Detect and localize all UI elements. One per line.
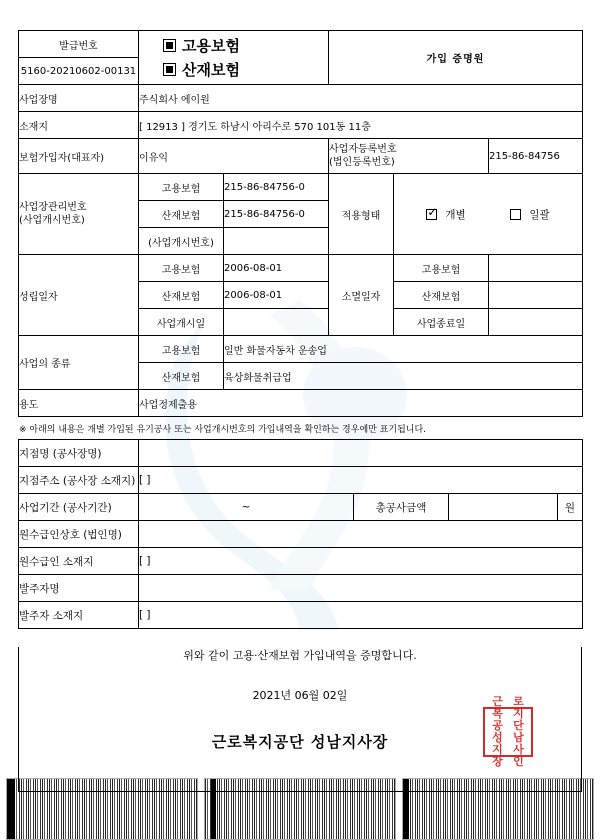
apply-individual-label: 개별 (445, 208, 466, 221)
table-row-mgmt-employment (19, 174, 583, 201)
main-info-table (18, 30, 583, 417)
total-amount-unit: 원 (558, 494, 583, 521)
checkbox-unchecked-icon[interactable] (510, 209, 521, 220)
biz-name-value: 주식회사 에이원 (139, 85, 583, 112)
apply-type-label: 적용형태 (329, 174, 394, 255)
est-accident-label: 산재보험 (139, 282, 224, 309)
mgmt-no-label (19, 174, 139, 255)
employment-insurance-label: 고용보험 (182, 37, 240, 55)
ext-employment-value (489, 255, 583, 282)
certification-statement: 위와 같이 고용·산재보험 가입내역을 증명합니다. (183, 649, 417, 662)
bizno-value: 215-86-84756 (489, 139, 583, 174)
ext-accident-label: 산재보험 (394, 282, 489, 309)
checkbox-checked-icon[interactable] (426, 209, 437, 220)
table-row (19, 548, 583, 575)
checked-square-icon (163, 39, 176, 52)
address-value: [ 12913 ] 경기도 하남시 아리수로 570 101동 11층 (139, 112, 583, 139)
checked-square-icon (163, 63, 176, 76)
official-seal-icon: 근 로 복 지 공 단 성 남 지 사 장 인 (483, 707, 533, 757)
issue-date: 2021년 06월 02일 (252, 689, 348, 702)
address-label: 소재지 (19, 112, 139, 139)
subscriber-label: 보험가입자(대표자) (19, 139, 139, 174)
ext-accident-value (489, 282, 583, 309)
orderer-address-label: 발주자 소재지 (19, 602, 139, 629)
table-row-biz-name (19, 85, 583, 112)
mgmt-employment-value: 215-86-84756-0 (224, 174, 329, 201)
table-row-address (19, 112, 583, 139)
ext-employment-label: 고용보험 (394, 255, 489, 282)
branch-name-label: 지점명 (공사장명) (19, 440, 139, 467)
orderer-name-value (139, 575, 583, 602)
table-row (19, 575, 583, 602)
purpose-value: 사업정제출용 (139, 390, 583, 417)
biz-type-accident-value: 육상화물취급업 (224, 363, 583, 390)
bizno-label-line2: (법인등록번호) (329, 157, 395, 168)
table-row-header (19, 31, 583, 58)
orderer-name-label: 발주자명 (19, 575, 139, 602)
biz-type-employment-value: 일반 화물자동차 운송업 (224, 336, 583, 363)
total-amount-label: 총공사금액 (354, 494, 449, 521)
mgmt-label-line1: 사업장관리번호 (19, 201, 87, 213)
table-row (19, 494, 583, 521)
issue-no-value: 5160-20210602-00131 (19, 58, 139, 85)
branch-name-value (139, 440, 583, 467)
mgmt-label-line2: (사업개시번호) (19, 215, 85, 226)
table-row-biz-type-employment (19, 336, 583, 363)
certification-footer (18, 647, 582, 792)
note-text: ※ 아래의 내용은 개별 가입된 유기공사 또는 사업개시번호의 가입내역을 확인하는 경우에만 표기됩니다. (19, 425, 427, 435)
est-accident-value: 2006-08-01 (224, 282, 329, 309)
table-row (19, 440, 583, 467)
apply-individual-option[interactable] (426, 207, 465, 222)
table-row (19, 602, 583, 629)
biz-name-label: 사업장명 (19, 85, 139, 112)
branch-address-value: [ ] (139, 467, 583, 494)
table-row (19, 467, 583, 494)
biz-type-accident-label: 산재보험 (139, 363, 224, 390)
issuer-name: 근로복지공단 성남지사장 (211, 733, 389, 751)
certificate-body (18, 30, 582, 792)
table-row (19, 521, 583, 548)
purpose-label: 용도 (19, 390, 139, 417)
insurance-type-cell (139, 31, 329, 85)
page-title: 가입 증명원 (329, 31, 583, 85)
total-amount-value (449, 494, 558, 521)
mgmt-accident-value: 215-86-84756-0 (224, 201, 329, 228)
prime-contractor-address-value: [ ] (139, 548, 583, 575)
mgmt-start-value (224, 228, 329, 255)
issue-no-label: 발급번호 (19, 31, 139, 58)
biz-start-value (224, 309, 329, 336)
bizno-label (329, 139, 489, 174)
detail-info-table (18, 439, 583, 629)
est-employment-value: 2006-08-01 (224, 255, 329, 282)
apply-lump-option[interactable] (510, 207, 549, 222)
mgmt-start-label: (사업개시번호) (139, 228, 224, 255)
biz-end-value (489, 309, 583, 336)
est-employment-label: 고용보험 (139, 255, 224, 282)
subscriber-value: 이유익 (139, 139, 329, 174)
apply-type-cell (394, 174, 583, 255)
branch-address-label: 지점주소 (공사장 소재지) (19, 467, 139, 494)
biz-period-value: ~ (139, 494, 354, 521)
mgmt-employment-label: 고용보험 (139, 174, 224, 201)
mgmt-accident-label: 산재보험 (139, 201, 224, 228)
bizno-label-line1: 사업자등록번호 (329, 143, 397, 155)
prime-contractor-label: 원수급인상호 (법인명) (19, 521, 139, 548)
accident-insurance-line (163, 59, 328, 80)
accident-insurance-label: 산재보험 (182, 61, 240, 79)
prime-contractor-address-label: 원수급인 소재지 (19, 548, 139, 575)
table-row-established-employment (19, 255, 583, 282)
biz-type-employment-label: 고용보험 (139, 336, 224, 363)
established-label: 성립일자 (19, 255, 139, 336)
biz-type-label: 사업의 종류 (19, 336, 139, 390)
table-row-subscriber (19, 139, 583, 174)
orderer-address-value: [ ] (139, 602, 583, 629)
biz-start-label: 사업개시일 (139, 309, 224, 336)
apply-lump-label: 일괄 (529, 208, 550, 221)
biz-period-label: 사업기간 (공사기간) (19, 494, 139, 521)
biz-end-label: 사업종료일 (394, 309, 489, 336)
table-row-purpose (19, 390, 583, 417)
employment-insurance-line (163, 35, 328, 56)
prime-contractor-value (139, 521, 583, 548)
extinct-label: 소멸일자 (329, 255, 394, 336)
